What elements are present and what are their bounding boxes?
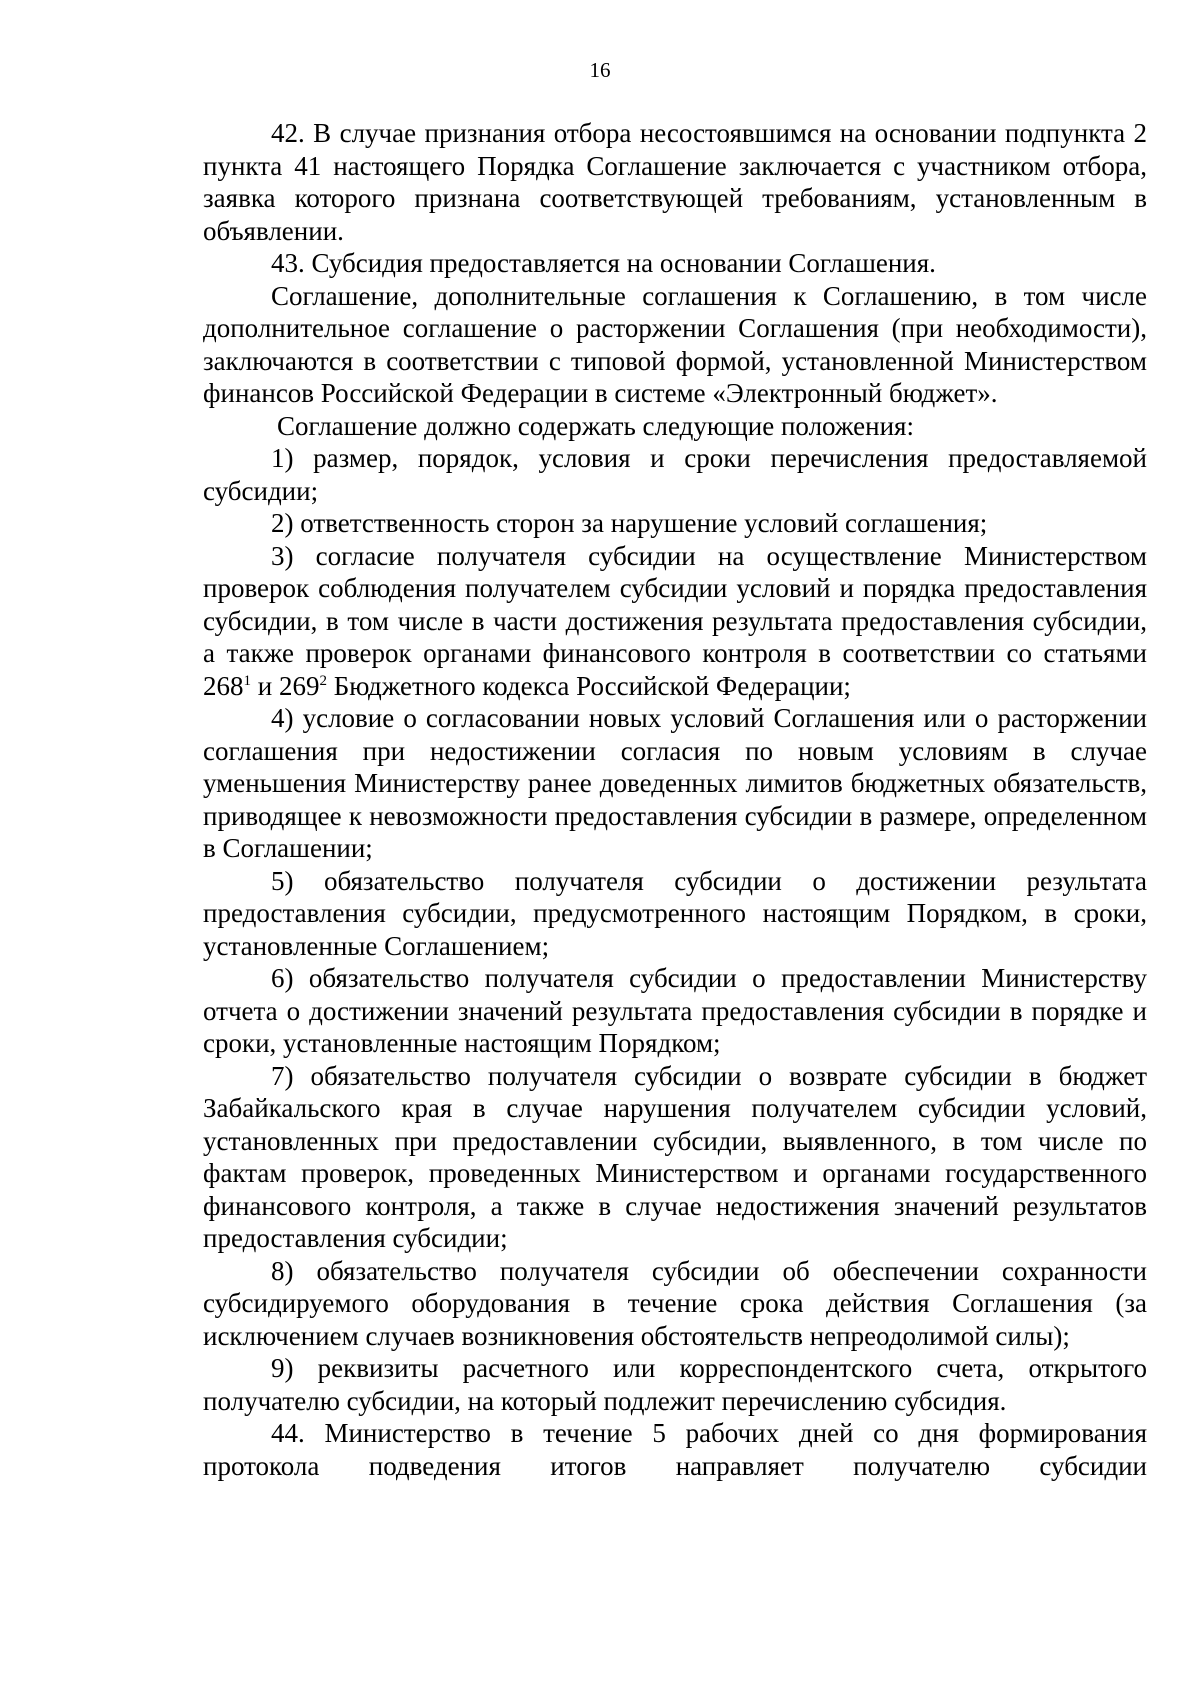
- superscript-1: 1: [243, 672, 251, 689]
- list-item-6: 6) обязательство получателя субсидии о предоставлении Министерству отчета о достижении значений результата предоставления субсидии в порядке и сроки, установленные настоящим Порядком;: [203, 963, 1147, 1058]
- list-item-5: 5) обязательство получателя субсидии о достижении результата предоставления субсидии, предусмотренного настоящим Порядком, в сроки, установленные Соглашением;: [203, 865, 1147, 961]
- superscript-2: 2: [319, 672, 327, 689]
- page-number: 16: [589, 58, 611, 82]
- paragraph-43: 43. Субсидия предоставляется на основании Соглашения.: [271, 248, 936, 278]
- list-item-8: 8) обязательство получателя субсидии об обеспечении сохранности субсидируемого оборудования в течение срока действия Соглашения (за исключением случаев возникновения обстоятельств непреодолимой силы);: [203, 1255, 1147, 1351]
- list-item-7: 7) обязательство получателя субсидии о возврате субсидии в бюджет Забайкальского края в случае нарушения получателем субсидии условий, установленных при предоставлении субсидии, выявленного, в том числе по фактам проверок, проведенных Министерством и органами государственного финансового контроля, а также в случае недостижения значений результатов предоставления субсидии;: [203, 1060, 1147, 1253]
- list-item-1: 1) размер, порядок, условия и сроки перечисления предоставляемой субсидии;: [203, 443, 1147, 506]
- list-item-9: 9) реквизиты расчетного или корреспондентского счета, открытого получателю субсидии, на который подлежит перечислению субсидия.: [203, 1353, 1147, 1416]
- list-item-3-text-c: Бюджетного кодекса Российской Федерации;: [326, 670, 851, 701]
- list-item-3-text-b: и 269: [251, 670, 320, 701]
- list-item-2: 2) ответственность сторон за нарушение условий соглашения;: [271, 508, 988, 538]
- paragraph-provisions-intro: Соглашение должно содержать следующие положения:: [277, 410, 914, 441]
- paragraph-agreement-form: Соглашение, дополнительные соглашения к Соглашению, в том числе дополнительное соглашение о расторжении Соглашения (при необходимости), заключаются в соответствии с типовой формой, установленной Министерством финансов Российской Федерации в системе «Электронный бюджет».: [203, 280, 1147, 408]
- list-item-3: [203, 540, 1147, 703]
- paragraph-42: 42. В случае признания отбора несостоявшимся на основании подпункта 2 пункта 41 настоящего Порядка Соглашение заключается с участником отбора, заявка которого признана соответствующей требованиям, установленным в объявлении.: [203, 118, 1147, 246]
- document-body: [203, 117, 1147, 1482]
- list-item-4: 4) условие о согласовании новых условий Соглашения или о расторжении соглашения при недостижении согласия по новым условиям в случае уменьшения Министерству ранее доведенных лимитов бюджетных обязательств, приводящее к невозможности предоставления субсидии в размере, определенном в Соглашении;: [203, 703, 1147, 863]
- list-item-3-text-a: 3) согласие получателя субсидии на осуществление Министерством проверок соблюдения получателем субсидии условий и порядка предоставления субсидии, в том числе в части достижения результата предоставления субсидии, а также проверок органами финансового контроля в соответствии со статьями 268: [203, 540, 1147, 701]
- paragraph-44: 44. Министерство в течение 5 рабочих дней со дня формирования протокола подведения итогов направляет получателю субсидии: [203, 1418, 1147, 1481]
